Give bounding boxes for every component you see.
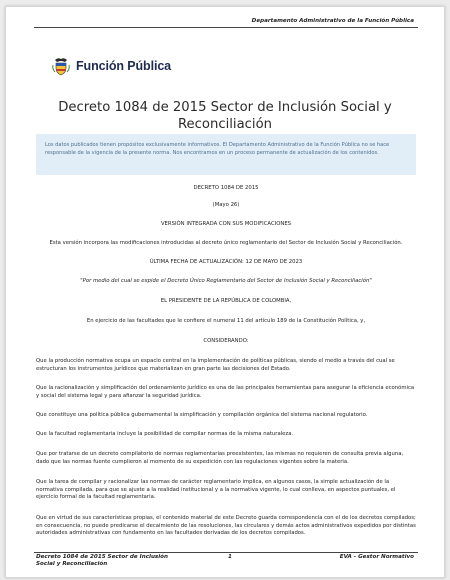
version-note: Esta versión incorpora las modificaciones introducidas al decreto único reglamentario del Sector de Inclusión Social y Reconciliación.: [49, 240, 403, 246]
colombia-coat-of-arms-icon: [50, 55, 72, 77]
document-title: Decreto 1084 de 2015 Sector de Inclusión Social y Reconciliación: [58, 100, 392, 132]
last-update: ÚLTIMA FECHA DE ACTUALIZACIÓN: 12 DE MAYO DE 2023: [149, 259, 303, 265]
issuer: EL PRESIDENTE DE LA REPÚBLICA DE COLOMBIA,: [160, 298, 292, 304]
disclaimer-notice: Los datos publicados tienen propósitos exclusivamente informativos. El Departamento Administrativo de la Función Pública no se hace responsable de la vigencia de la presente norma. Nos encontramos en un proceso permanente de actualización de los contenidos.: [36, 134, 416, 175]
decree-purpose: "Por medio del cual se expide el Decreto Único Reglamentario del Sector de Inclusión Social y Reconciliación": [80, 278, 372, 284]
decree-date: (Mayo 26): [212, 202, 240, 208]
paragraph: Que la tarea de compilar y racionalizar las normas de carácter reglamentario implica, en algunos casos, la simple actualización de la normativa compilada, para que se ajuste a la realidad institucional y a la normativa vigente, lo cual conlleva, en aspectos puntuales, el ejercicio formal de la facultad reglamentaria.: [36, 479, 396, 501]
decree-number: DECRETO 1084 DE 2015: [193, 185, 259, 191]
faculties: En ejercicio de las facultades que le confiere el numeral 11 del artículo 189 de la Constitución Política, y,: [86, 318, 366, 324]
page-number: 1: [228, 554, 232, 560]
document-page: [5, 6, 445, 578]
funcion-publica-logo: [50, 55, 171, 77]
footer-document-name: Decreto 1084 de 2015 Sector de Inclusión Social y Reconciliación: [36, 554, 169, 568]
logo-wordmark: Función Pública: [76, 59, 172, 73]
paragraph: Que la producción normativa ocupa un espacio central en la implementación de políticas públicas, siendo el medio a través del cual se estructuran los instrumentos jurídicos que materializan en gran parte las decisiones del Estado.: [36, 358, 395, 372]
footer-source: EVA - Gestor Normativo: [339, 554, 414, 560]
header-department: Departamento Administrativo de la Función Pública: [251, 18, 414, 24]
paragraph: Que constituye una política pública gubernamental la simplificación y compilación orgánica del sistema nacional regulatorio.: [36, 412, 368, 418]
footer-divider: [34, 552, 418, 553]
paragraph: Que la racionalización y simplificación del ordenamiento jurídico es una de las principales herramientas para asegurar la eficiencia económica y social del sistema legal y para afianzar la seguridad jurídica.: [36, 385, 415, 399]
considering-heading: CONSIDERANDO:: [203, 338, 249, 344]
paragraph: Que por tratarse de un decreto compilatorio de normas reglamentarias preexistentes, las mismas no requieren de consulta previa alguna, dado que las normas fuente cumplieron al momento de su expedición con las regulaciones vigentes sobre la materia.: [36, 451, 404, 465]
header-divider: [34, 27, 418, 28]
paragraph: Que en virtud de sus características propias, el contenido material de este Decreto guarda correspondencia con el de los decretos compilados; en consecuencia, no puede predicarse el decaimiento de las resoluciones, las circulares y demás actos administrativos expedidos por distintas autoridades administrativas con fundamento en las facultades derivadas de los decretos compilados.: [36, 515, 416, 537]
version-heading: VERSIÓN INTEGRADA CON SUS MODIFICACIONES: [160, 221, 292, 227]
paragraph: Que la facultad reglamentaria incluye la posibilidad de compilar normas de la misma naturaleza.: [36, 431, 294, 437]
